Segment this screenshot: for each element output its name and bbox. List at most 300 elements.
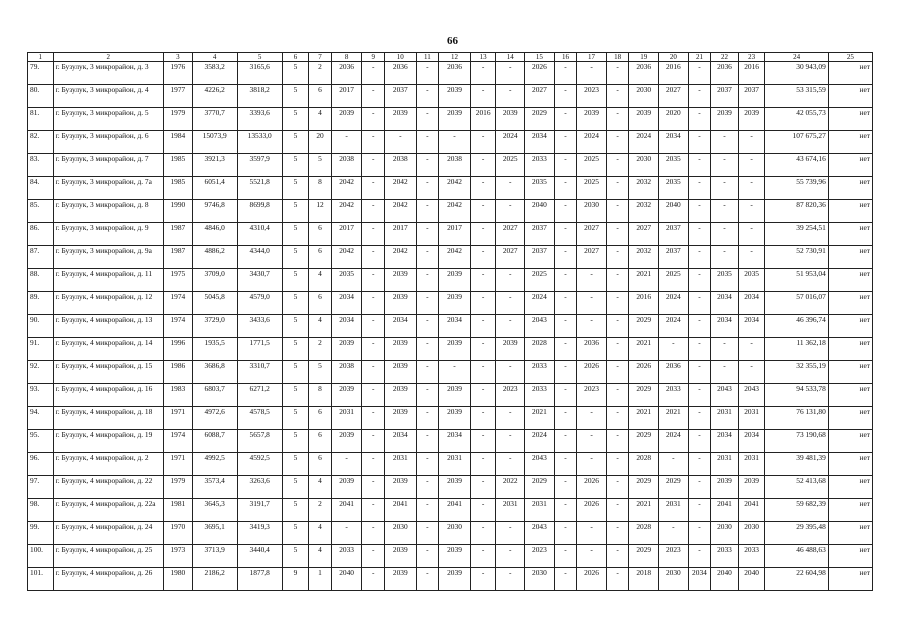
table-cell: 4 <box>309 476 332 499</box>
table-cell: - <box>577 522 607 545</box>
table-row <box>28 476 873 499</box>
table-cell: - <box>606 476 629 499</box>
table-cell: 1877,8 <box>237 568 282 591</box>
table-cell: 2039 <box>384 292 416 315</box>
table-cell: 6088,7 <box>192 430 237 453</box>
table-cell: 1985 <box>164 177 193 200</box>
table-cell: 20 <box>309 131 332 154</box>
table-cell: 2033 <box>525 154 555 177</box>
table-cell: - <box>496 269 525 292</box>
table-cell: 2016 <box>659 62 689 85</box>
table-cell: 2034 <box>738 292 765 315</box>
table-row <box>28 200 873 223</box>
table-cell: - <box>416 430 439 453</box>
column-number: 16 <box>554 53 577 62</box>
table-cell: - <box>416 223 439 246</box>
table-cell: 2037 <box>659 223 689 246</box>
table-cell: нет <box>828 131 872 154</box>
table-cell: - <box>470 200 496 223</box>
table-cell: 2030 <box>525 568 555 591</box>
table-cell: нет <box>828 338 872 361</box>
table-cell: 4578,5 <box>237 407 282 430</box>
address-cell: г. Бузулук, 3 микрорайон, д. 3 <box>53 62 163 85</box>
table-cell: 5521,8 <box>237 177 282 200</box>
table-cell: 2032 <box>629 246 659 269</box>
table-cell: 2030 <box>659 568 689 591</box>
column-number: 25 <box>828 53 872 62</box>
table-cell: 3440,4 <box>237 545 282 568</box>
table-cell: - <box>470 476 496 499</box>
table-cell: нет <box>828 430 872 453</box>
table-cell: 2042 <box>439 177 471 200</box>
table-cell: - <box>606 246 629 269</box>
table-cell: - <box>362 407 385 430</box>
table-cell: - <box>362 108 385 131</box>
table-cell: 1935,5 <box>192 338 237 361</box>
table-cell: - <box>470 223 496 246</box>
table-cell: 2 <box>309 62 332 85</box>
table-cell: - <box>554 430 577 453</box>
table-cell: 2028 <box>629 453 659 476</box>
table-cell: - <box>688 154 711 177</box>
header-row <box>28 53 873 62</box>
table-cell: 46 396,74 <box>765 315 828 338</box>
table-cell: 2035 <box>711 269 739 292</box>
table-cell: - <box>606 177 629 200</box>
table-cell: 2036 <box>439 62 471 85</box>
table-cell: 1974 <box>164 430 193 453</box>
table-cell: нет <box>828 85 872 108</box>
table-cell: 3165,6 <box>237 62 282 85</box>
table-cell: 2024 <box>525 430 555 453</box>
table-cell: 2043 <box>525 315 555 338</box>
table-cell: 2039 <box>384 476 416 499</box>
table-cell: - <box>362 85 385 108</box>
table-cell: - <box>362 361 385 384</box>
table-cell: - <box>470 499 496 522</box>
table-cell: 2030 <box>439 522 471 545</box>
table-row <box>28 108 873 131</box>
table-cell: 2034 <box>688 568 711 591</box>
table-cell: 87 820,36 <box>765 200 828 223</box>
table-cell: нет <box>828 545 872 568</box>
table-cell: 39 481,39 <box>765 453 828 476</box>
table-cell: - <box>496 292 525 315</box>
table-cell: 5 <box>282 108 309 131</box>
table-row <box>28 338 873 361</box>
table-cell: - <box>688 246 711 269</box>
table-cell: - <box>577 430 607 453</box>
table-cell: 4310,4 <box>237 223 282 246</box>
table-cell: 95. <box>28 430 54 453</box>
table-cell: - <box>362 223 385 246</box>
table-cell: - <box>439 131 471 154</box>
table-cell: 2031 <box>711 407 739 430</box>
table-cell: 2030 <box>629 154 659 177</box>
table-cell: - <box>577 292 607 315</box>
table-cell: 5 <box>282 85 309 108</box>
table-cell: 3921,3 <box>192 154 237 177</box>
table-cell: 5 <box>282 384 309 407</box>
table-cell: - <box>738 131 765 154</box>
table-cell: - <box>362 338 385 361</box>
table-cell: 2039 <box>439 85 471 108</box>
table-cell: 2039 <box>439 545 471 568</box>
address-cell: г. Бузулук, 3 микрорайон, д. 4 <box>53 85 163 108</box>
table-row <box>28 154 873 177</box>
table-cell: 2042 <box>331 177 362 200</box>
table-cell: - <box>416 246 439 269</box>
table-cell: - <box>606 269 629 292</box>
table-cell: 2029 <box>525 108 555 131</box>
table-cell: - <box>416 269 439 292</box>
table-cell: 2017 <box>331 85 362 108</box>
table-cell: 2024 <box>496 131 525 154</box>
table-cell: 2026 <box>577 568 607 591</box>
table-cell: 2029 <box>629 476 659 499</box>
table-cell: 2041 <box>439 499 471 522</box>
table-cell: 97. <box>28 476 54 499</box>
address-cell: г. Бузулук, 3 микрорайон, д. 8 <box>53 200 163 223</box>
table-cell: - <box>362 154 385 177</box>
table-cell: 2039 <box>384 568 416 591</box>
table-cell: - <box>554 384 577 407</box>
address-cell: г. Бузулук, 4 микрорайон, д. 12 <box>53 292 163 315</box>
table-cell: 2027 <box>629 223 659 246</box>
table-row <box>28 223 873 246</box>
table-cell: 4344,0 <box>237 246 282 269</box>
address-cell: г. Бузулук, 4 микрорайон, д. 22 <box>53 476 163 499</box>
table-cell: 2027 <box>496 246 525 269</box>
address-cell: г. Бузулук, 3 микрорайон, д. 9а <box>53 246 163 269</box>
table-cell: нет <box>828 361 872 384</box>
table-cell: 2026 <box>525 62 555 85</box>
table-cell: 3191,7 <box>237 499 282 522</box>
table-cell: 2020 <box>659 108 689 131</box>
table-cell: 30 943,09 <box>765 62 828 85</box>
table-row <box>28 361 873 384</box>
table-cell: 88. <box>28 269 54 292</box>
table-cell: - <box>470 62 496 85</box>
address-cell: г. Бузулук, 4 микрорайон, д. 16 <box>53 384 163 407</box>
table-cell: 2041 <box>331 499 362 522</box>
table-cell: - <box>554 269 577 292</box>
column-number: 11 <box>416 53 439 62</box>
table-cell: 2033 <box>711 545 739 568</box>
table-cell: 2039 <box>384 545 416 568</box>
table-cell: 4 <box>309 269 332 292</box>
table-cell: 2037 <box>525 223 555 246</box>
table-cell: 2042 <box>331 200 362 223</box>
table-cell: 91. <box>28 338 54 361</box>
table-cell: 2030 <box>738 522 765 545</box>
table-cell: 2031 <box>525 499 555 522</box>
table-cell: - <box>688 430 711 453</box>
table-cell: 2039 <box>711 108 739 131</box>
table-cell: - <box>738 154 765 177</box>
table-cell: 2027 <box>659 85 689 108</box>
table-cell: 3419,3 <box>237 522 282 545</box>
table-cell: - <box>606 568 629 591</box>
table-cell: - <box>470 430 496 453</box>
table-cell: 1971 <box>164 453 193 476</box>
table-cell: 2035 <box>525 177 555 200</box>
address-cell: г. Бузулук, 4 микрорайон, д. 13 <box>53 315 163 338</box>
table-cell: 2037 <box>738 85 765 108</box>
table-cell: - <box>496 85 525 108</box>
table-cell: 5 <box>282 131 309 154</box>
table-cell: 4 <box>309 108 332 131</box>
table-cell: нет <box>828 499 872 522</box>
table-cell: 2036 <box>384 62 416 85</box>
table-cell: 2037 <box>384 85 416 108</box>
table-cell: - <box>496 430 525 453</box>
table-cell: - <box>688 108 711 131</box>
table-cell: 2033 <box>525 384 555 407</box>
table-cell: 6 <box>309 85 332 108</box>
column-number: 15 <box>525 53 555 62</box>
table-cell: 2039 <box>384 361 416 384</box>
table-cell: - <box>688 62 711 85</box>
table-cell: - <box>711 200 739 223</box>
table-cell: 2026 <box>577 361 607 384</box>
table-cell: 55 739,96 <box>765 177 828 200</box>
table-cell: 2031 <box>738 453 765 476</box>
table-cell: 2026 <box>629 361 659 384</box>
table-cell: 2028 <box>525 338 555 361</box>
table-cell: - <box>606 154 629 177</box>
table-cell: 2031 <box>331 407 362 430</box>
table-cell: 2017 <box>384 223 416 246</box>
table-cell: - <box>416 522 439 545</box>
table-cell: 2034 <box>738 430 765 453</box>
table-cell: 2034 <box>738 315 765 338</box>
table-cell: - <box>606 108 629 131</box>
table-cell: 5 <box>282 62 309 85</box>
table-cell: 2031 <box>496 499 525 522</box>
table-cell: нет <box>828 108 872 131</box>
table-cell: - <box>496 407 525 430</box>
table-cell: 2024 <box>629 131 659 154</box>
table-cell: 2034 <box>384 430 416 453</box>
table-cell: 2041 <box>384 499 416 522</box>
table-cell: - <box>331 522 362 545</box>
table-cell: 2029 <box>525 476 555 499</box>
table-cell: - <box>554 246 577 269</box>
table-cell: 2018 <box>629 568 659 591</box>
table-cell: - <box>470 292 496 315</box>
table-cell: - <box>711 223 739 246</box>
column-number: 9 <box>362 53 385 62</box>
table-cell: 3818,2 <box>237 85 282 108</box>
table-cell: 2042 <box>384 177 416 200</box>
table-cell: нет <box>828 315 872 338</box>
table-cell: - <box>688 85 711 108</box>
table-cell: 2034 <box>331 292 362 315</box>
table-cell: 2031 <box>738 407 765 430</box>
table-cell: 2042 <box>384 200 416 223</box>
table-cell: - <box>577 315 607 338</box>
table-cell: - <box>711 131 739 154</box>
table-cell: 2030 <box>711 522 739 545</box>
table-cell: 2039 <box>711 476 739 499</box>
table-cell: 6 <box>309 430 332 453</box>
table-cell: 1970 <box>164 522 193 545</box>
table-cell: 2039 <box>331 476 362 499</box>
table-cell: - <box>470 246 496 269</box>
table-cell: 2029 <box>629 545 659 568</box>
table-cell: 76 131,80 <box>765 407 828 430</box>
table-cell: 32 355,19 <box>765 361 828 384</box>
page-number: 66 <box>447 35 458 47</box>
table-cell: нет <box>828 476 872 499</box>
address-cell: г. Бузулук, 4 микрорайон, д. 22а <box>53 499 163 522</box>
table-cell: - <box>659 522 689 545</box>
table-cell: 5 <box>282 361 309 384</box>
table-cell: - <box>496 568 525 591</box>
table-cell: - <box>331 131 362 154</box>
table-cell: 29 395,48 <box>765 522 828 545</box>
table-cell: 2024 <box>525 292 555 315</box>
table-cell: 5 <box>282 223 309 246</box>
table-cell: 2033 <box>738 545 765 568</box>
table-cell: 1 <box>309 568 332 591</box>
table-cell: 2035 <box>331 269 362 292</box>
column-number: 24 <box>765 53 828 62</box>
table-cell: 96. <box>28 453 54 476</box>
table-cell: - <box>362 246 385 269</box>
table-cell: 2039 <box>331 430 362 453</box>
table-cell: 2039 <box>439 292 471 315</box>
table-cell: 2035 <box>659 154 689 177</box>
table-cell: 5 <box>282 545 309 568</box>
table-cell: - <box>577 407 607 430</box>
table-cell: 2036 <box>331 62 362 85</box>
column-number: 6 <box>282 53 309 62</box>
table-cell: - <box>738 223 765 246</box>
table-cell: 2031 <box>711 453 739 476</box>
table-cell: - <box>470 85 496 108</box>
table-cell: - <box>362 568 385 591</box>
table-cell: - <box>554 522 577 545</box>
table-cell: - <box>688 384 711 407</box>
table-cell: - <box>470 545 496 568</box>
table-cell: 5 <box>282 154 309 177</box>
table-cell: - <box>554 499 577 522</box>
table-cell: - <box>554 154 577 177</box>
table-cell: 5 <box>282 453 309 476</box>
table-row <box>28 499 873 522</box>
table-cell: - <box>688 223 711 246</box>
table-cell: 1976 <box>164 62 193 85</box>
table-cell: - <box>362 499 385 522</box>
table-cell: 84. <box>28 177 54 200</box>
table-cell: 94. <box>28 407 54 430</box>
table-cell: - <box>688 338 711 361</box>
table-cell: - <box>362 200 385 223</box>
table-cell: 2033 <box>331 545 362 568</box>
table-cell: 5045,8 <box>192 292 237 315</box>
table-cell: 1983 <box>164 384 193 407</box>
table-cell: 83. <box>28 154 54 177</box>
table-row <box>28 177 873 200</box>
table-cell: 2039 <box>331 108 362 131</box>
table-cell: - <box>416 85 439 108</box>
table-cell: 2039 <box>384 384 416 407</box>
table-cell: 101. <box>28 568 54 591</box>
table-cell: 2039 <box>439 108 471 131</box>
table-cell: - <box>688 476 711 499</box>
address-cell: г. Бузулук, 4 микрорайон, д. 25 <box>53 545 163 568</box>
table-cell: 1979 <box>164 108 193 131</box>
table-cell: - <box>416 476 439 499</box>
table-cell: 1974 <box>164 292 193 315</box>
table-cell: 1977 <box>164 85 193 108</box>
table-cell: 2038 <box>384 154 416 177</box>
table-cell: - <box>606 499 629 522</box>
column-number: 18 <box>606 53 629 62</box>
table-cell: 3583,2 <box>192 62 237 85</box>
table-cell: - <box>688 177 711 200</box>
table-cell: 5 <box>282 499 309 522</box>
table-cell: нет <box>828 177 872 200</box>
table-cell: 2 <box>309 338 332 361</box>
table-cell: - <box>470 177 496 200</box>
table-cell: 2037 <box>659 246 689 269</box>
column-number: 12 <box>439 53 471 62</box>
table-cell: - <box>554 223 577 246</box>
table-cell: 2039 <box>384 407 416 430</box>
table-cell: - <box>470 154 496 177</box>
table-cell: 4 <box>309 522 332 545</box>
table-cell: 9746,8 <box>192 200 237 223</box>
table-cell: 3393,6 <box>237 108 282 131</box>
table-cell: 42 055,73 <box>765 108 828 131</box>
address-cell: г. Бузулук, 4 микрорайон, д. 18 <box>53 407 163 430</box>
table-cell: 2026 <box>577 476 607 499</box>
table-cell: 2034 <box>711 315 739 338</box>
table-cell: 4592,5 <box>237 453 282 476</box>
table-cell: - <box>362 384 385 407</box>
table-cell: - <box>416 568 439 591</box>
table-cell: 2035 <box>738 269 765 292</box>
table-cell: 3770,7 <box>192 108 237 131</box>
table-cell: 11 362,18 <box>765 338 828 361</box>
table-cell: 2039 <box>496 338 525 361</box>
table-cell: 2034 <box>659 131 689 154</box>
table-cell: 2035 <box>659 177 689 200</box>
column-number: 10 <box>384 53 416 62</box>
table-cell: 2039 <box>738 108 765 131</box>
table-cell: - <box>738 177 765 200</box>
table-row <box>28 315 873 338</box>
table-cell: - <box>688 292 711 315</box>
table-cell: 2024 <box>577 131 607 154</box>
table-cell: - <box>416 292 439 315</box>
table-cell: - <box>554 292 577 315</box>
table-cell: 98. <box>28 499 54 522</box>
table-cell: 8699,8 <box>237 200 282 223</box>
table-cell: 2186,2 <box>192 568 237 591</box>
table-cell: 2039 <box>439 476 471 499</box>
table-cell: 52 413,68 <box>765 476 828 499</box>
table-cell: 2039 <box>439 269 471 292</box>
table-cell: - <box>470 315 496 338</box>
table-cell: 2027 <box>496 223 525 246</box>
table-row <box>28 453 873 476</box>
table-cell: 2043 <box>525 453 555 476</box>
table-cell: 3310,7 <box>237 361 282 384</box>
